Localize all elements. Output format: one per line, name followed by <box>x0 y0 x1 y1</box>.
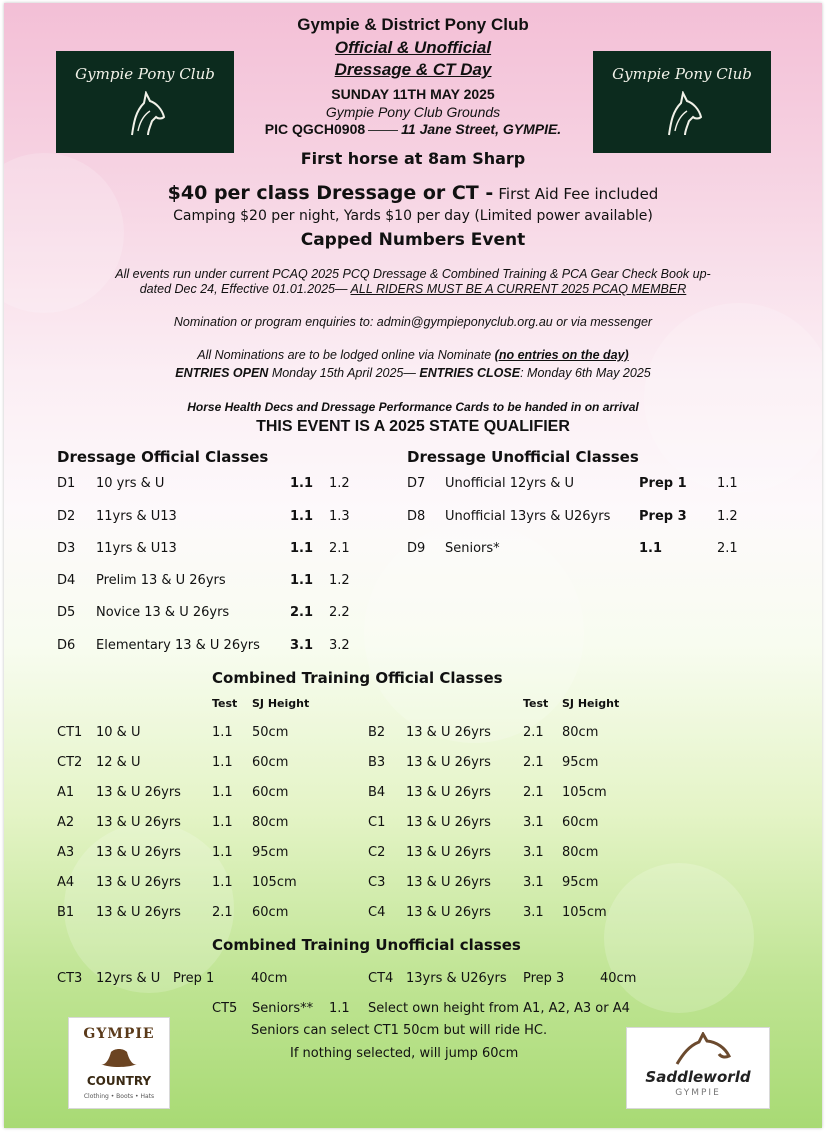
class-test1: 3.1 <box>290 638 314 653</box>
dressage-official-title: Dressage Official Classes <box>57 448 269 466</box>
saddleworld-logo <box>626 1027 770 1109</box>
sponsor1-main: COUNTRY <box>86 1074 152 1088</box>
class-code: CT5 <box>212 1001 238 1016</box>
class-code: A4 <box>57 875 75 890</box>
pic-number: PIC QGCH0908 <box>264 121 366 137</box>
class-test: 2.1 <box>523 725 544 740</box>
class-test2: 3.2 <box>329 638 350 653</box>
dressage-unofficial-title: Dressage Unofficial Classes <box>407 448 639 466</box>
club-name: Gympie & District Pony Club <box>297 15 529 34</box>
event-line1: Official & Unofficial <box>334 38 492 57</box>
class-test: 1.1 <box>212 875 233 890</box>
class-code: B3 <box>368 755 386 770</box>
nominations-line <box>4 348 822 362</box>
ct-official-title: Combined Training Official Classes <box>212 669 503 687</box>
club-logo-text: Gympie Pony Club <box>75 65 215 83</box>
horse-head-icon <box>673 1032 733 1066</box>
class-height: 80cm <box>562 845 599 860</box>
gympie-country-logo <box>68 1017 170 1109</box>
class-name: 13 & U 26yrs <box>406 845 491 860</box>
class-code: D3 <box>57 541 76 556</box>
class-code: D5 <box>57 605 76 620</box>
class-test: 1.1 <box>212 815 233 830</box>
sponsor2-main: Saddleworld <box>645 1068 751 1086</box>
col-test: Test <box>212 697 238 710</box>
class-code: D4 <box>57 573 76 588</box>
class-height: 95cm <box>562 875 599 890</box>
class-test1: 1.1 <box>290 509 314 524</box>
club-logo-text: Gympie Pony Club <box>612 65 752 83</box>
class-test: 2.1 <box>523 785 544 800</box>
class-test1: 1.1 <box>290 573 314 588</box>
class-test: 1.1 <box>717 476 738 491</box>
class-name: 12 & U <box>96 755 141 770</box>
class-name: 13yrs & U26yrs <box>406 971 507 986</box>
col-sj-height: SJ Height <box>252 697 310 710</box>
class-code: A2 <box>57 815 75 830</box>
dash-separator <box>368 130 398 131</box>
class-test1: 1.1 <box>290 476 314 491</box>
entries-line <box>4 366 822 380</box>
class-test: 2.1 <box>717 541 738 556</box>
capped: Capped Numbers Event <box>300 230 526 250</box>
flyer-page <box>4 3 822 1128</box>
class-code: B4 <box>368 785 386 800</box>
class-height: 50cm <box>252 725 289 740</box>
class-name: Elementary 13 & U 26yrs <box>96 638 260 653</box>
class-level: Prep 3 <box>639 509 687 524</box>
rules-line2a: dated Dec 24, Effective 01.01.2025— <box>139 282 348 296</box>
enquiries: Nomination or program enquiries to: admin@gympieponyclub.org.au or via messenger <box>173 315 653 329</box>
no-entries-on-day: (no entries on the day) <box>494 348 629 362</box>
cowboy-hat-icon <box>99 1046 139 1070</box>
class-test1: 2.1 <box>290 605 314 620</box>
camping: Camping $20 per night, Yards $10 per day (Limited power available) <box>173 208 653 224</box>
class-code: D7 <box>407 476 426 491</box>
class-test2: 1.2 <box>329 476 350 491</box>
class-name: 12yrs & U <box>96 971 161 986</box>
sponsor2-sub: GYMPIE <box>675 1088 721 1098</box>
class-test: 1.1 <box>329 1001 350 1016</box>
class-name: 13 & U 26yrs <box>406 875 491 890</box>
class-code: CT3 <box>57 971 83 986</box>
class-test: 1.1 <box>212 755 233 770</box>
street-address: 11 Jane Street, GYMPIE. <box>401 121 562 137</box>
class-level: 1.1 <box>639 541 663 556</box>
col-test: Test <box>523 697 549 710</box>
health-decs: Horse Health Decs and Dressage Performance Cards to be handed in on arrival <box>187 400 639 414</box>
class-code: CT2 <box>57 755 83 770</box>
class-test: 1.1 <box>212 725 233 740</box>
rules-line2 <box>4 282 822 296</box>
class-code: CT1 <box>57 725 83 740</box>
first-horse: First horse at 8am Sharp <box>300 149 526 168</box>
class-name: 13 & U 26yrs <box>96 815 181 830</box>
event-date: SUNDAY 11TH MAY 2025 <box>331 86 495 102</box>
class-code: D8 <box>407 509 426 524</box>
class-test: 1.2 <box>717 509 738 524</box>
class-height: 105cm <box>252 875 297 890</box>
class-level: Prep 3 <box>523 971 565 986</box>
class-level: Prep 1 <box>639 476 687 491</box>
sponsor1-top: GYMPIE <box>83 1026 155 1042</box>
class-code: D9 <box>407 541 426 556</box>
class-height: 40cm <box>600 971 637 986</box>
entries-open-label: ENTRIES OPEN <box>175 366 269 380</box>
col-sj-height: SJ Height <box>562 697 620 710</box>
qualifier: THIS EVENT IS A 2025 STATE QUALIFIER <box>256 418 570 435</box>
class-height: 60cm <box>562 815 599 830</box>
class-code: A1 <box>57 785 75 800</box>
seniors-note: Seniors can select CT1 50cm but will ride HC. <box>251 1023 548 1038</box>
class-test2: 2.1 <box>329 541 350 556</box>
class-name: 13 & U 26yrs <box>406 905 491 920</box>
class-test1: 1.1 <box>290 541 314 556</box>
ct-unofficial-title: Combined Training Unofficial classes <box>212 936 521 954</box>
class-height: 60cm <box>252 785 289 800</box>
event-address-line <box>4 121 822 137</box>
class-test: 3.1 <box>523 875 544 890</box>
class-name: 13 & U 26yrs <box>96 785 181 800</box>
class-code: C4 <box>368 905 386 920</box>
rules-line1: All events run under current PCAQ 2025 PCQ Dressage & Combined Training & PCA Gear Check Book up- <box>115 267 711 281</box>
class-height: 80cm <box>252 815 289 830</box>
class-code: D2 <box>57 509 76 524</box>
class-code: B2 <box>368 725 386 740</box>
class-code: D6 <box>57 638 76 653</box>
class-name: 10 yrs & U <box>96 476 165 491</box>
class-height: 60cm <box>252 755 289 770</box>
class-test2: 1.2 <box>329 573 350 588</box>
class-name: Unofficial 12yrs & U <box>445 476 575 491</box>
sponsor1-sub: Clothing • Boots • Hats <box>83 1093 155 1100</box>
class-name: 13 & U 26yrs <box>406 815 491 830</box>
class-note: Select own height from A1, A2, A3 or A4 <box>368 1001 630 1016</box>
class-code: B1 <box>57 905 75 920</box>
class-name: 13 & U 26yrs <box>406 785 491 800</box>
class-test2: 1.3 <box>329 509 350 524</box>
event-line2: Dressage & CT Day <box>334 60 492 79</box>
class-name: 13 & U 26yrs <box>406 755 491 770</box>
class-test2: 2.2 <box>329 605 350 620</box>
class-name: 13 & U 26yrs <box>406 725 491 740</box>
class-name: Unofficial 13yrs & U26yrs <box>445 509 611 524</box>
class-name: 11yrs & U13 <box>96 541 177 556</box>
class-code: C2 <box>368 845 386 860</box>
class-code: C3 <box>368 875 386 890</box>
class-test: 2.1 <box>212 905 233 920</box>
class-name: Seniors* <box>445 541 500 556</box>
class-height: 95cm <box>252 845 289 860</box>
event-venue: Gympie Pony Club Grounds <box>325 104 501 120</box>
price: $40 per class Dressage or CT - <box>167 182 494 204</box>
class-name: Novice 13 & U 26yrs <box>96 605 230 620</box>
class-name: 13 & U 26yrs <box>96 905 181 920</box>
class-level: Prep 1 <box>173 971 215 986</box>
class-test: 3.1 <box>523 905 544 920</box>
class-name: 13 & U 26yrs <box>96 875 181 890</box>
class-height: 80cm <box>562 725 599 740</box>
class-height: 60cm <box>252 905 289 920</box>
class-test: 3.1 <box>523 845 544 860</box>
class-height: 40cm <box>251 971 288 986</box>
class-name: 10 & U <box>96 725 141 740</box>
class-test: 1.1 <box>212 785 233 800</box>
class-code: A3 <box>57 845 75 860</box>
class-name: Seniors** <box>252 1001 314 1016</box>
class-test: 2.1 <box>523 755 544 770</box>
membership-requirement: ALL RIDERS MUST BE A CURRENT 2025 PCAQ MEMBER <box>350 282 687 296</box>
class-name: 11yrs & U13 <box>96 509 177 524</box>
class-name: 13 & U 26yrs <box>96 845 181 860</box>
table-row <box>57 476 75 491</box>
entries-close-value: : Monday 6th May 2025 <box>520 366 651 380</box>
class-height: 105cm <box>562 905 607 920</box>
class-height: 95cm <box>562 755 599 770</box>
class-height: 105cm <box>562 785 607 800</box>
class-code: D1 <box>57 476 76 491</box>
default-height-note: If nothing selected, will jump 60cm <box>290 1046 519 1061</box>
nominations: All Nominations are to be lodged online via Nominate <box>197 348 492 362</box>
class-test: 1.1 <box>212 845 233 860</box>
price-line <box>4 182 822 204</box>
entries-open-value: Monday 15th April 2025— <box>271 366 416 380</box>
class-code: C1 <box>368 815 386 830</box>
first-aid: First Aid Fee included <box>498 185 659 203</box>
class-code: CT4 <box>368 971 394 986</box>
class-test: 3.1 <box>523 815 544 830</box>
class-name: Prelim 13 & U 26yrs <box>96 573 226 588</box>
entries-close-label: ENTRIES CLOSE <box>419 366 521 380</box>
